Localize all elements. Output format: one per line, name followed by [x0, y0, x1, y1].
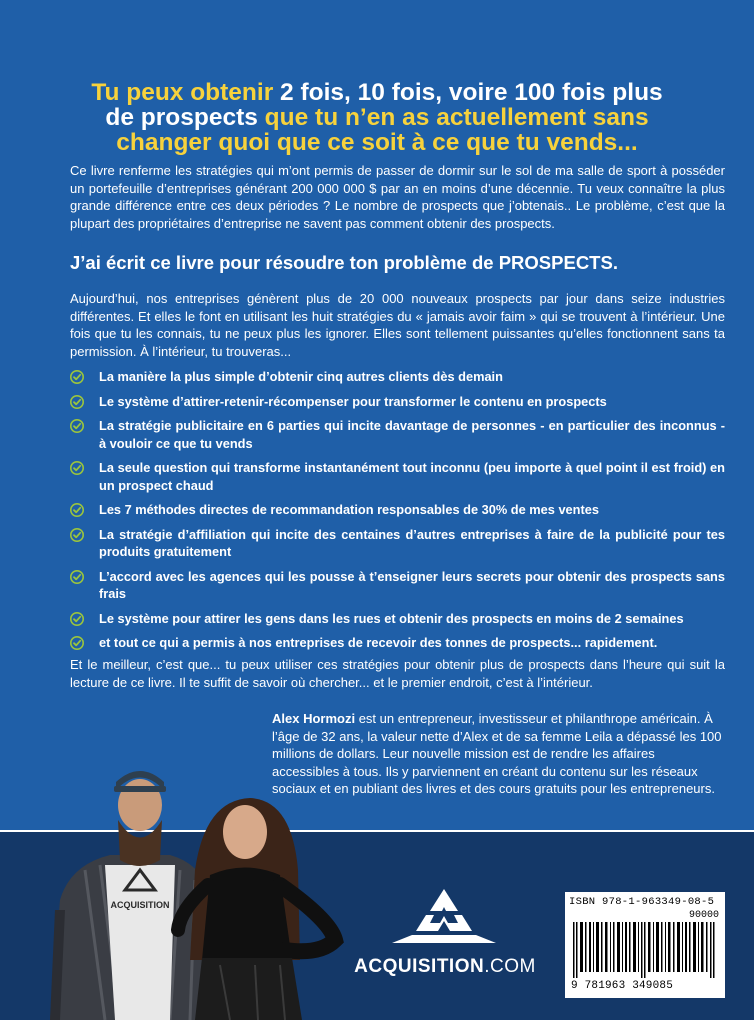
- acquisition-logo-text: [330, 956, 560, 978]
- headline-highlight: Tu peux obtenir: [91, 79, 274, 106]
- headline-highlight: que tu n’en as actuellement sans: [257, 104, 649, 131]
- checklist-item: [70, 501, 725, 519]
- checklist-text: La seule question qui transforme instantanément tout inconnu (peu importe à quel point il est froid) en un prospect chaud: [99, 460, 725, 493]
- author-photo: [30, 760, 360, 1020]
- headline: [40, 80, 714, 155]
- check-circle-icon: [70, 395, 84, 409]
- acquisition-logo-icon: [388, 885, 500, 947]
- checklist-text: Le système d’attirer-retenir-récompenser pour transformer le contenu en prospects: [99, 393, 607, 409]
- check-circle-icon: [70, 528, 84, 542]
- check-circle-icon: [70, 461, 84, 475]
- check-circle-icon: [70, 370, 84, 384]
- checklist-item: [70, 634, 725, 652]
- headline-text: 2 fois, 10 fois, voire 100 fois plus: [273, 79, 663, 106]
- headline-line-3: changer quoi que ce soit à ce que tu vends...: [116, 129, 638, 156]
- checklist-item: [70, 526, 725, 561]
- checklist-text: L’accord avec les agences qui les pousse à t’enseigner leurs secrets pour obtenir des prospects sans frais: [99, 568, 725, 601]
- isbn-number: ISBN 978-1-963349-08-5: [569, 896, 715, 908]
- checklist-item: [70, 459, 725, 494]
- checklist-text: et tout ce qui a permis à nos entreprises de recevoir des tonnes de prospects... rapidement.: [99, 635, 658, 650]
- checklist-item: [70, 393, 725, 411]
- woman-figure: [178, 798, 335, 1020]
- checklist-item: [70, 368, 725, 386]
- checklist-item: [70, 568, 725, 603]
- checklist-text: Le système pour attirer les gens dans les rues et obtenir des prospects en moins de 2 semaines: [99, 610, 684, 626]
- subheading: J’ai écrit ce livre pour résoudre ton problème de PROSPECTS.: [70, 252, 618, 273]
- checklist-item: [70, 610, 725, 628]
- checklist-text: La stratégie d’affiliation qui incite des centaines d’autres entreprises à faire de la publicité pour tes produits gratuitement: [99, 526, 725, 559]
- author-bio-text: est un entrepreneur, investisseur et philanthrope américain. À l’âge de 32 ans, la valeur nette d’Alex et de sa femme Leila a dépassé les 100 millions de dollars. Leur nouvelle mission est de rendre les affaires accessibles à tous. Ils y parviennent en créant du contenu sur les réseaux sociaux et en publiant des livres et des cours gratuits pour les entrepreneurs.: [272, 711, 722, 796]
- isbn-barcode: [565, 892, 725, 998]
- headline-text: de prospects: [105, 104, 258, 131]
- checklist-text: La manière la plus simple d’obtenir cinq autres clients dès demain: [99, 369, 503, 384]
- logo-suffix: .COM: [484, 956, 536, 977]
- headline-line-2: [40, 105, 714, 130]
- intro-paragraph: Ce livre renferme les stratégies qui m’ont permis de passer de dormir sur le sol de ma salle de sport à posséder un portefeuille d’entreprises générant 200 000 000 $ par an en moins d’une décennie. Tu veux connaître la plus grande différence entre ces deux périodes ? Le nombre de prospects que j’obtenais.. Le problème, c’est que la plupart des propriétaires d’entreprise ne savent pas comment obtenir des prospects.: [70, 163, 725, 231]
- check-circle-icon: [70, 612, 84, 626]
- check-circle-icon: [70, 419, 84, 433]
- checklist-text: Les 7 méthodes directes de recommandation responsables de 30% de mes ventes: [99, 502, 599, 517]
- author-name: Alex Hormozi: [272, 711, 356, 726]
- barcode-bars: [571, 922, 719, 978]
- check-circle-icon: [70, 503, 84, 517]
- check-circle-icon: [70, 570, 84, 584]
- closing-paragraph: Et le meilleur, c’est que... tu peux utiliser ces stratégies pour obtenir plus de prospects dans l’heure qui suit la lecture de ce livre. Il te suffit de savoir où chercher... et le premier endroit, c’est à l’intérieur.: [70, 657, 725, 690]
- body-paragraph: Aujourd’hui, nos entreprises génèrent plus de 20 000 nouveaux prospects par jour dans seize industries différentes. Et elles le font en utilisant les huit stratégies du « jamais avoir faim » qui se trouvent à l’intérieur. Une fois que tu les connais, tu ne peux plus les ignorer. Elles sont tellement puissantes qu’elles fonctionnent sans ta permission. À l’intérieur, tu trouveras...: [70, 291, 725, 359]
- check-circle-icon: [70, 636, 84, 650]
- price-code: 90000: [688, 910, 719, 921]
- headline-line-1: [40, 80, 714, 105]
- benefits-checklist: [70, 368, 725, 659]
- checklist-item: [70, 417, 725, 452]
- shirt-logo-text: ACQUISITION: [110, 900, 170, 910]
- barcode-digits: 9 781963 349085: [571, 980, 674, 992]
- logo-name: ACQUISITION: [354, 956, 485, 977]
- checklist-text: La stratégie publicitaire en 6 parties qui incite davantage de personnes - en particulier des inconnus - à vouloir ce que tu vends: [99, 418, 725, 451]
